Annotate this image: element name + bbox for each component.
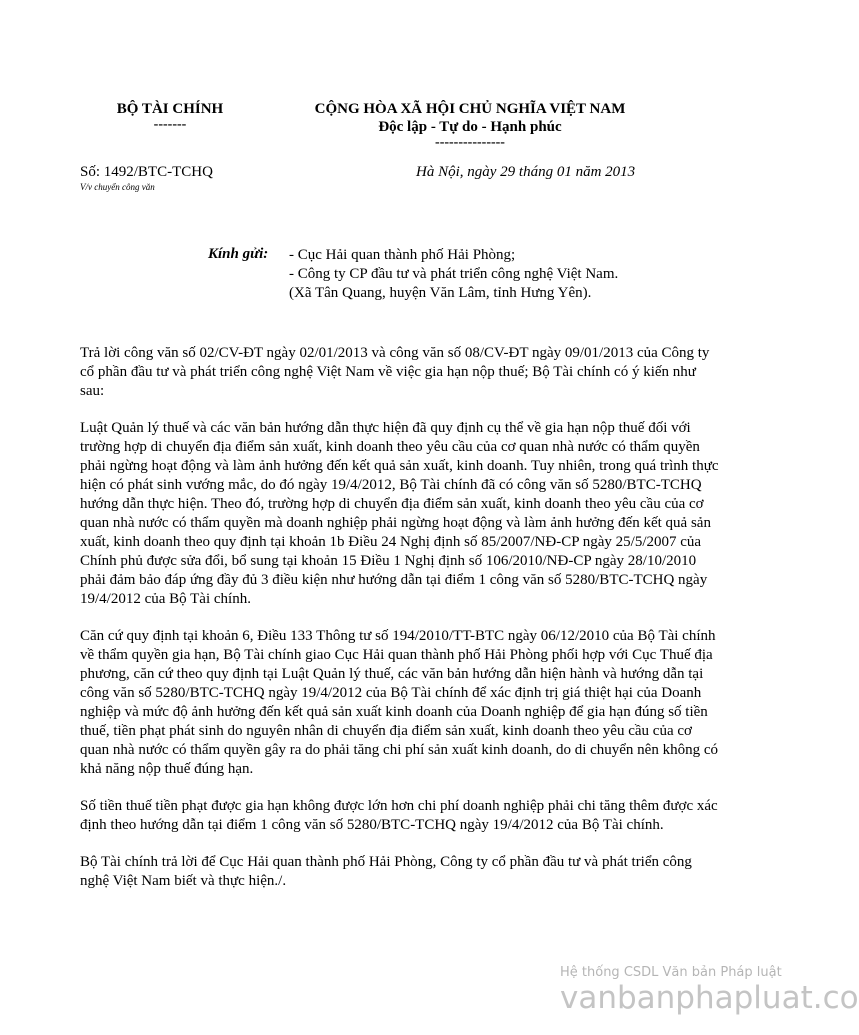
body-paragraph: Căn cứ quy định tại khoản 6, Điều 133 Thông tư số 194/2010/TT-BTC ngày 06/12/2010 của Bộ Tài chính về thẩm quyền gia hạn, Bộ Tài chính giao Cục Hải quan thành phố Hải Phòng phối hợp với Cục Thuế địa phương, căn cứ theo quy định tại Luật Quản lý thuế, các văn bản hướng dẫn hiện hành và hướng dẫn tại công văn số 5280/BTC-TCHQ ngày 19/4/2012 của Bộ Tài chính để xác định trị giá thiệt hại của Doanh nghiệp và mức độ ảnh hưởng đến kết quả sản xuất kinh doanh của Doanh nghiệp để gia hạn đúng số tiền thuế, tiền phạt phát sinh do nguyên nhân di chuyển địa điểm sản xuất, kinh doanh theo yêu cầu của cơ quan nhà nước có thẩm quyền gây ra do phải tăng chi phí sản xuất kinh doanh, do di chuyển nên không có khả năng nộp thuế đúng hạn.	[80, 628, 718, 777]
watermark-caption: Hệ thống CSDL Văn bản Pháp luật	[560, 965, 782, 980]
document-body	[80, 344, 720, 909]
addressee-line: (Xã Tân Quang, huyện Văn Lâm, tỉnh Hưng Yên).	[289, 285, 592, 301]
body-paragraph: Bộ Tài chính trả lời để Cục Hải quan thành phố Hải Phòng, Công ty cổ phần đầu tư và phát triển công nghệ Việt Nam biết và thực hiện./.	[80, 854, 692, 889]
ministry-header	[80, 100, 260, 132]
republic-title: CỘNG HÒA XÃ HỘI CHỦ NGHĨA VIỆT NAM	[314, 101, 626, 117]
addressee-label: Kính gửi:	[208, 246, 269, 262]
addressee-line: - Công ty CP đầu tư và phát triển công nghệ Việt Nam.	[289, 266, 619, 282]
place-date: Hà Nội, ngày 29 tháng 01 năm 2013	[416, 164, 636, 180]
addressee-line: - Cục Hải quan thành phố Hải Phòng;	[289, 247, 516, 263]
watermark-site: vanbanphapluat.co	[560, 980, 859, 1016]
national-header	[280, 100, 660, 150]
document-subject: V/v chuyển công văn	[80, 182, 155, 192]
body-paragraph: Luật Quản lý thuế và các văn bản hướng dẫn thực hiện đã quy định cụ thể về gia hạn nộp thuế đối với trường hợp di chuyển địa điểm sản xuất, kinh doanh theo yêu cầu của cơ quan nhà nước có thẩm quyền phải ngừng hoạt động và làm ảnh hưởng đến kết quả sản xuất, kinh doanh. Tuy nhiên, trong quá trình thực hiện có phát sinh vướng mắc, do đó ngày 19/4/2012, Bộ Tài chính đã có công văn số 5280/BTC-TCHQ hướng dẫn thực hiện. Theo đó, trường hợp di chuyển địa điểm sản xuất, kinh doanh theo yêu cầu của cơ quan nhà nước có thẩm quyền mà doanh nghiệp phải ngừng hoạt động và làm ảnh hưởng đến kết quả sản xuất, kinh doanh theo quy định tại khoản 1b Điều 24 Nghị định số 85/2007/NĐ-CP ngày 25/5/2007 của Chính phủ được sửa đổi, bổ sung tại khoản 15 Điều 1 Nghị định số 106/2010/NĐ-CP ngày 28/10/2010 phải đảm bảo đáp ứng đầy đủ 3 điều kiện như hướng dẫn tại điểm 1 công văn số 5280/BTC-TCHQ ngày 19/4/2012 của Bộ Tài chính.	[80, 420, 719, 607]
motto-divider: ---------------	[435, 135, 505, 150]
ministry-divider: -------	[153, 117, 187, 132]
document-number: Số: 1492/BTC-TCHQ	[80, 164, 213, 180]
body-paragraph: Trả lời công văn số 02/CV-ĐT ngày 02/01/2013 và công văn số 08/CV-ĐT ngày 09/01/2013 của Công ty cổ phần đầu tư và phát triển công nghệ Việt Nam về việc gia hạn nộp thuế; Bộ Tài chính có ý kiến như sau:	[80, 345, 710, 399]
national-motto: Độc lập - Tự do - Hạnh phúc	[378, 119, 562, 135]
body-paragraph: Số tiền thuế tiền phạt được gia hạn không được lớn hơn chi phí doanh nghiệp phải chi tăng thêm được xác định theo hướng dẫn tại điểm 1 công văn số 5280/BTC-TCHQ ngày 19/4/2012 của Bộ Tài chính.	[80, 798, 718, 833]
ministry-name: BỘ TÀI CHÍNH	[116, 101, 224, 117]
addressee-list	[289, 246, 618, 303]
